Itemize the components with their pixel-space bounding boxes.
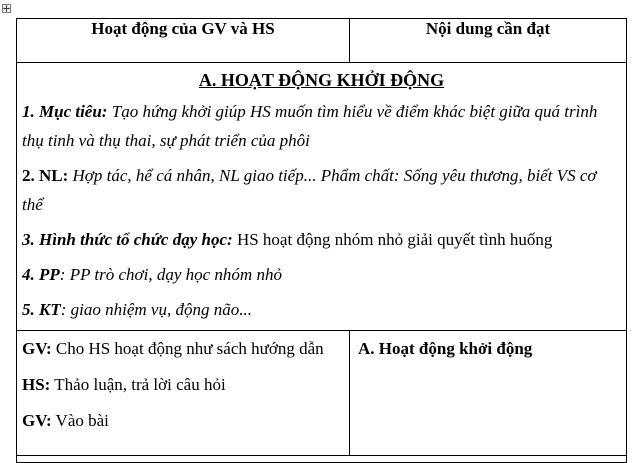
lesson-plan-table [16,18,627,463]
role-label: GV: [22,339,52,358]
technique-text: : giao nhiệm vụ, động não... [60,300,252,319]
competency-label: 2. NL: [22,166,69,185]
objective-label: 1. Mục tiêu: [22,102,108,121]
method-label: 4. PP [22,265,60,284]
technique-paragraph [22,295,621,324]
intro-cell [17,63,627,331]
method-text: : PP trò chơi, dạy học nhóm nhỏ [59,265,282,284]
header-teacher-student-activity: Hoạt động của GV và HS [17,19,350,63]
role-label: HS: [22,375,51,394]
competency-text: Hợp tác, hể cá nhân, NL giao tiếp... Phẩm chất: Sống yêu thương, biết VS cơ thể [22,166,597,214]
content-heading: A. Hoạt động khởi động [358,339,533,358]
activity-line [22,339,345,359]
move-arrows-icon [3,5,10,12]
method-paragraph [22,260,621,289]
activity-row [17,331,627,456]
technique-label: 5. KT [22,300,61,319]
section-title: A. HOẠT ĐỘNG KHỞI ĐỘNG [198,70,445,90]
activity-text: Cho HS hoạt động như sách hướng dẫn [51,339,324,358]
header-required-content: Nội dung cần đạt [350,19,627,63]
activity-line [22,375,345,395]
competency-paragraph [22,161,621,219]
table-move-handle[interactable] [2,4,11,13]
table-header-row [17,19,627,63]
objective-text: Tạo hứng khởi giúp HS muốn tìm hiểu về điểm khác biệt giữa quá trình thụ tinh và thụ thai, sự phát triển của phôi [22,102,598,150]
organization-text: HS hoạt động nhóm nhỏ giải quyết tình huống [232,230,553,249]
objective-paragraph [22,97,621,155]
role-label: GV: [22,411,52,430]
next-row-partial [17,456,627,463]
next-row-cell [17,456,627,463]
organization-paragraph [22,225,621,254]
activity-line [22,411,345,431]
activity-right-cell [350,331,627,456]
activity-text: Vào bài [51,411,109,430]
intro-row [17,63,627,331]
activity-left-cell [17,331,350,456]
activity-text: Thảo luận, trả lời câu hỏi [50,375,226,394]
organization-label: 3. Hình thức tổ chức dạy học: [22,230,233,249]
